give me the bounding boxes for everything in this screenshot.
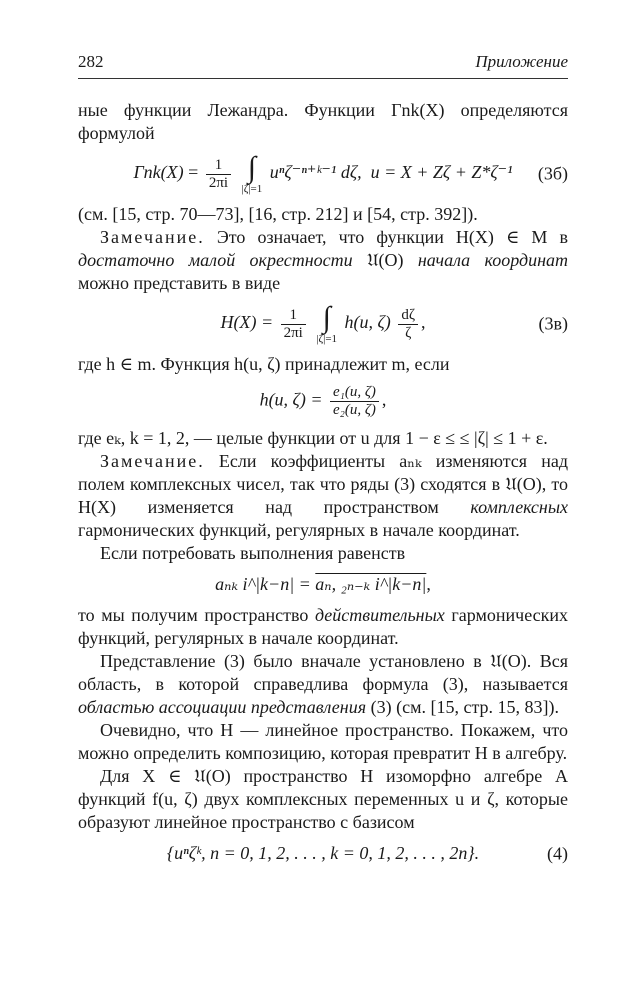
eq-h-frac-den: e₂(u, ζ) [332,402,376,418]
paragraph-9 [78,650,568,719]
eq-3b-rhs: u = X + Zζ + Z*ζ⁻¹ [370,162,513,183]
paragraph-3 [78,226,568,295]
eq-3b-frac-num: 1 [206,157,231,175]
eq-3b-frac-den: 2πi [208,174,229,191]
eq-3v-integrand: h(u, ζ) [344,312,391,333]
equation-4 [78,842,568,865]
eq-3v-number: (3в) [538,313,568,334]
p9-text-b: (3) (см. [15, стр. 15, 83]). [370,697,560,717]
p9-text-a: Представление (3) было вначале установлено в 𝔘(O). Вся область, в которой справедлива формула (3), называется [78,651,568,694]
p3-text-c: можно представить в виде [78,273,281,293]
integral-icon: ∫ [322,301,331,334]
eq-4-formula: {uⁿζᵏ, n = 0, 1, 2, . . . , k = 0, 1, 2, . . . , 2n}. [166,843,480,863]
remark-label-2: Замечание. [100,451,205,471]
running-title: Приложение [475,52,568,71]
paragraph-10: Очевидно, что H — линейное пространство. Покажем, что можно определить композицию, которая превратит H в алгебру. [78,720,568,763]
paragraph-5: где eₖ, k = 1, 2, — целые функции от u для 1 − ε ≤ ≤ |ζ| ≤ 1 + ε. [78,428,548,448]
equation-a [78,573,568,596]
paragraph-6 [78,450,568,542]
eq-3b-integrand: uⁿζ⁻ⁿ⁺ᵏ⁻¹ dζ, [269,162,362,183]
eq-3v-frac2-num: dζ [398,307,418,325]
eq-h-tail: , [381,389,387,410]
p8-text-b: гармонических функций, регулярных в начале координат. [78,605,569,648]
p8-italic-a: действительных [314,605,445,625]
p8-text-a: то мы получим пространство [78,605,309,625]
integral-icon: ∫ [247,151,256,184]
eq-h-fraction [330,384,379,419]
eq-3b-integral-limit: |ζ|=1 [241,183,263,195]
eq-4-number: (4) [547,843,568,863]
paragraph-2: (см. [15, стр. 70—73], [16, стр. 212] и [54, стр. 392]). [78,204,478,224]
eq-h-frac-num: e₁(u, ζ) [330,384,379,402]
paragraph-1: ные функции Лежандра. Функции Γnk(X) определяются формулой [78,100,568,143]
p6-italic-a: комплексных [470,497,569,517]
eq-3v-integral [316,303,337,345]
equation-3b: Γnk(X) = $\frac{1}{2\pi i}$ ∫ |ζ|=1 uⁿζ⁻ⁿ⁺ᵏ⁻¹ dζ, u = X + Zζ + Z*ζ⁻¹ (3б) [133,151,568,195]
eq-a-tail: , [426,574,431,594]
book-page [78,52,568,873]
eq-3v-tail: , [421,312,426,333]
eq-3b-integral [242,153,263,195]
paragraph-8 [78,604,568,650]
eq-3v-fraction-2 [398,307,418,342]
p3-text-b: 𝔘(O) [366,250,404,270]
eq-3v-fraction [281,307,306,342]
p6-text-b: гармонических функций, регулярных в начале координат. [78,520,520,540]
page-number: 282 [78,52,104,71]
p3-italic-a: достаточно малой окрестности [78,250,353,270]
header-rule [78,78,568,79]
paragraph-11: Для X ∈ 𝔘(O) пространство H изоморфно алгебре A функций f(u, ζ) двух комплексных переменных u и ζ, которые образуют линейное пространство с базисом [78,766,568,832]
paragraph-4: где h ∈ m. Функция h(u, ζ) принадлежит m, если [78,354,450,374]
equation-h [78,384,568,419]
eq-3b-fraction [206,157,231,192]
eq-3v-frac-num: 1 [281,307,306,325]
eq-3v-frac-den: 2πi [283,324,303,341]
eq-3v-lhs: H(X) = [220,312,274,333]
p6-text-a: Если коэффициенты aₙₖ изменяются над полем комплексных чисел, так что ряды (3) сходятся в 𝔘(O), то H(X) изменяется над пространством [78,451,568,517]
equation-3v [78,303,568,345]
paragraph-7: Если потребовать выполнения равенств [100,543,406,563]
eq-a-rhs: aₙ, ₂ₙ₋ₖ i^|k−n| [315,574,427,594]
eq-3v-frac2-den: ζ [405,324,412,341]
p9-italic-a: областью ассоциации представления [78,697,367,717]
page-header [78,52,568,78]
eq-h-lhs: h(u, ζ) = [259,389,323,410]
p3-italic-b: начала координат [417,250,569,270]
remark-label-1: Замечание. [100,227,205,247]
p3-text-a: Это означает, что функции H(X) ∈ M в [216,227,568,247]
eq-3b-lhs: Γnk(X) [133,162,184,183]
eq-3v-integral-limit: |ζ|=1 [316,333,338,345]
eq-a-lhs: aₙₖ i^|k−n| = [215,574,311,594]
eq-3b-number: (3б) [537,163,568,184]
page-body [78,99,568,865]
